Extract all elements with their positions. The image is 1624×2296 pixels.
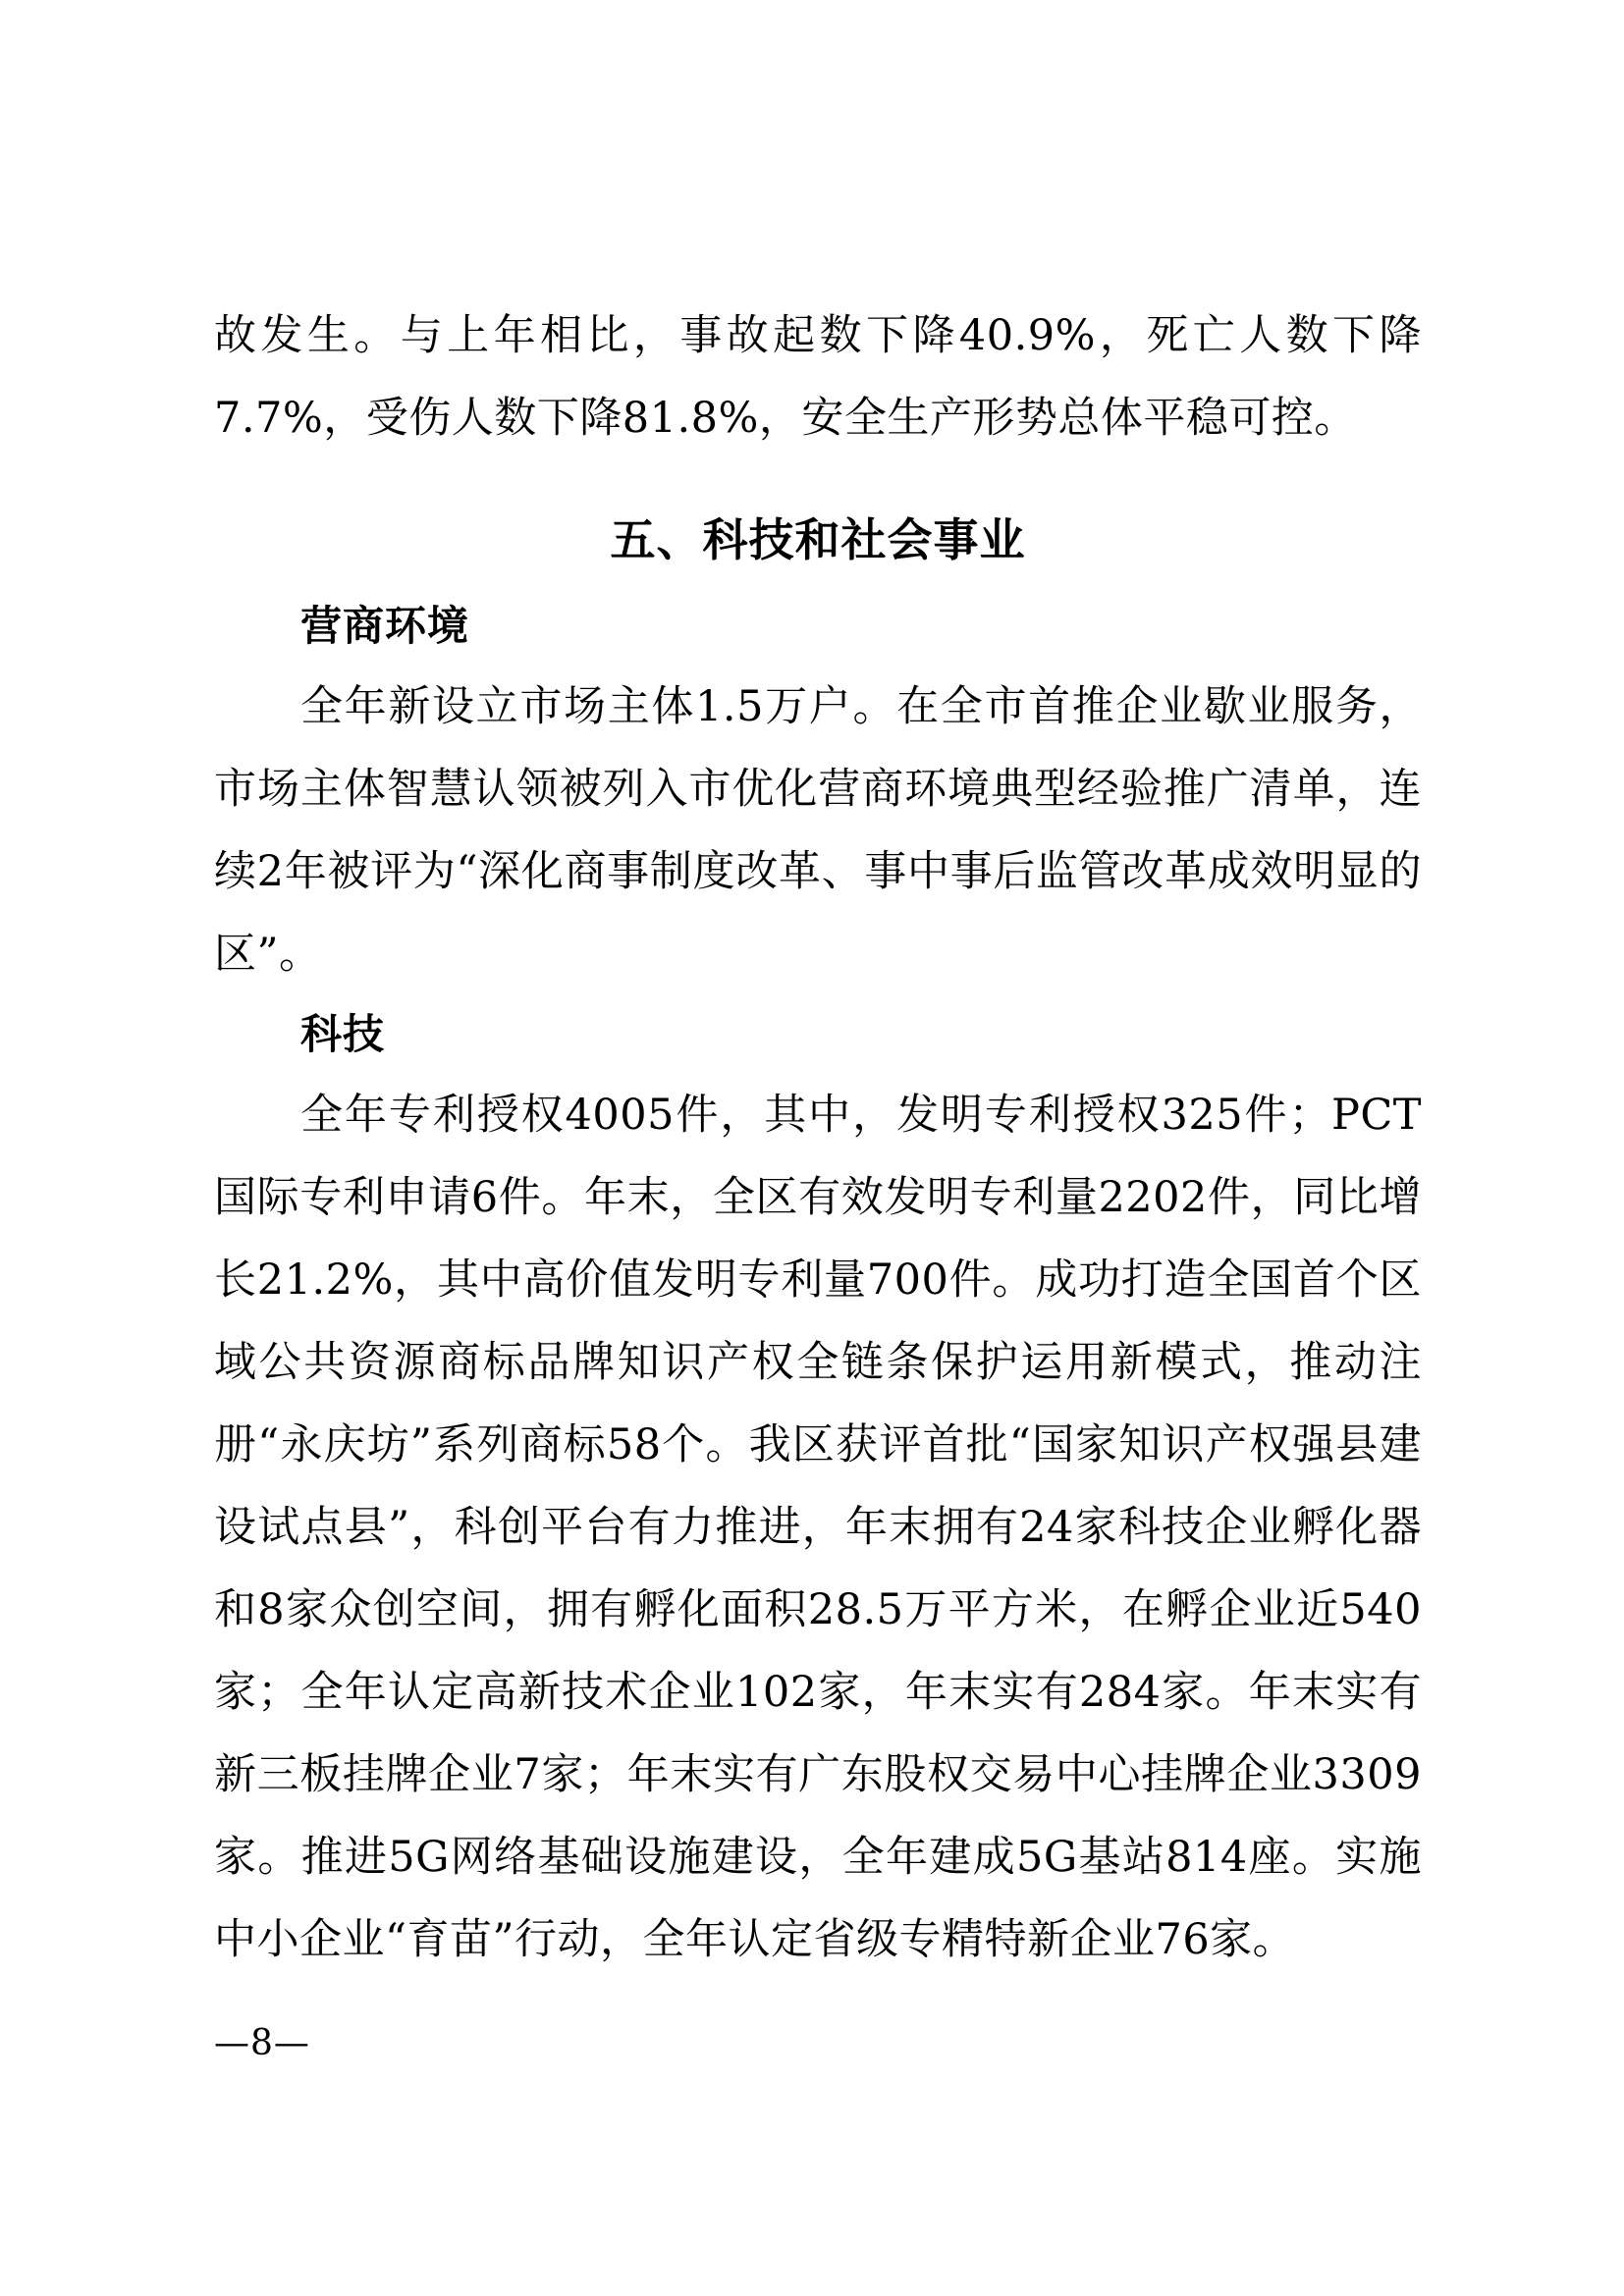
- technology-heading: 科技: [300, 1010, 386, 1058]
- page-number: —8—: [214, 2023, 310, 2063]
- section-title: 五、科技和社会事业: [610, 513, 1026, 566]
- page-content: [214, 294, 1422, 1981]
- business-environment-paragraph: 全年新设立市场主体1.5万户。在全市首推企业歇业服务，市场主体智慧认领被列入市优化营商环境典型经验推广清单，连续2年被评为“深化商事制度改革、事中事后监管改革成效明显的区”。: [214, 682, 1422, 979]
- technology-paragraph: 全年专利授权4005件，其中，发明专利授权325件；PCT国际专利申请6件。年末，全区有效发明专利量2202件，同比增长21.2%，其中高价值发明专利量700件。成功打造全国首个区域公共资源商标品牌知识产权全链条保护运用新模式，推动注册“永庆坊”系列商标58个。我区获评首批“国家知识产权强县建设试点县”，科创平台有力推进，年末拥有24家科技企业孵化器和8家众创空间，拥有孵化面积28.5万平方米，在孵企业近540家；全年认定高新技术企业102家，年末实有284家。年末实有新三板挂牌企业7家；年末实有广东股权交易中心挂牌企业3309家。推进5G网络基础设施建设，全年建成5G基站814座。实施中小企业“育苗”行动，全年认定省级专精特新企业76家。: [214, 1091, 1422, 1964]
- continued-paragraph: 故发生。与上年相比，事故起数下降40.9%，死亡人数下降7.7%，受伤人数下降81.8%，安全生产形势总体平稳可控。: [214, 311, 1422, 443]
- business-environment-heading: 营商环境: [300, 602, 470, 650]
